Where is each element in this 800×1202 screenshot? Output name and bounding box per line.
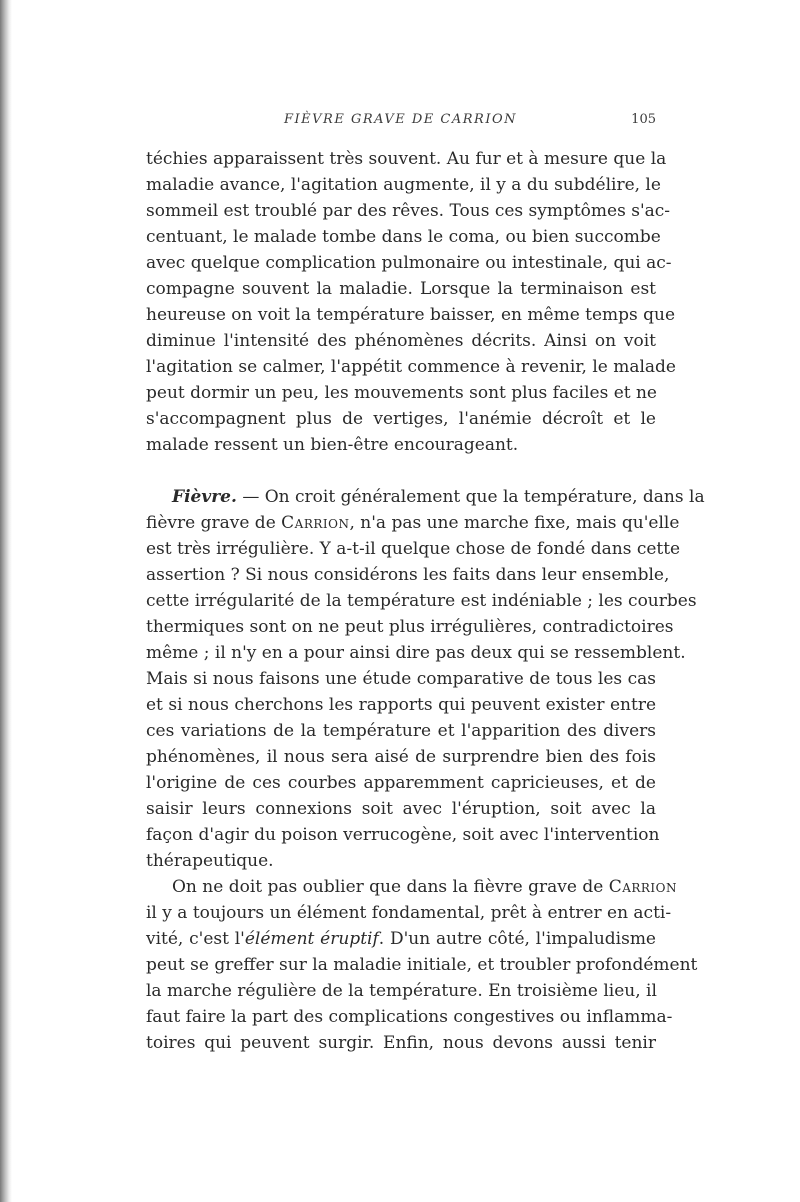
text-line: assertion ? Si nous considérons les faits dans leur ensemble, bbox=[146, 565, 670, 585]
text-line bbox=[146, 874, 678, 900]
text-line: façon d'agir du poison verrucogène, soit avec l'intervention bbox=[146, 825, 660, 845]
text-line: saisir leurs connexions soit avec l'éruption, soit avec la bbox=[146, 799, 656, 819]
page-number: 105 bbox=[631, 112, 656, 127]
text-line: l'origine de ces courbes apparemment capricieuses, et de bbox=[146, 773, 656, 793]
text-line: thérapeutique. bbox=[146, 851, 274, 871]
book-page bbox=[146, 112, 705, 1056]
text-line: cette irrégularité de la température est indéniable ; les courbes bbox=[146, 591, 697, 611]
text-line: heureuse on voit la température baisser, en même temps que bbox=[146, 305, 676, 325]
text-line: peut dormir un peu, les mouvements sont plus faciles et ne bbox=[146, 383, 657, 403]
text-line: toires qui peuvent surgir. Enfin, nous devons aussi tenir bbox=[146, 1033, 656, 1053]
text-line: sommeil est troublé par des rêves. Tous ces symptômes s'ac- bbox=[146, 201, 671, 221]
text-line: téchies apparaissent très souvent. Au fur et à mesure que la bbox=[146, 149, 667, 169]
text-line: thermiques sont on ne peut plus irrégulières, contradictoires bbox=[146, 617, 674, 637]
text-line: Mais si nous faisons une étude comparative de tous les cas bbox=[146, 669, 656, 689]
scan-shadow-edge bbox=[0, 0, 12, 1202]
paragraph-fever bbox=[146, 484, 705, 874]
running-title: FIÈVRE GRAVE DE CARRION bbox=[284, 112, 517, 127]
text-line: même ; il n'y en a pour ainsi dire pas deux qui se ressemblent. bbox=[146, 643, 686, 663]
text-line: avec quelque complication pulmonaire ou intestinale, qui ac- bbox=[146, 253, 672, 273]
text-line: ces variations de la température et l'apparition des divers bbox=[146, 721, 656, 741]
text-line: compagne souvent la maladie. Lorsque la terminaison est bbox=[146, 279, 656, 299]
paragraph-symptoms bbox=[146, 146, 676, 458]
text-line: malade ressent un bien-être encourageant. bbox=[146, 435, 519, 455]
text-line: et si nous cherchons les rapports qui peuvent exister entre bbox=[146, 695, 656, 715]
text-segment: — On croit généralement que la température, dans la bbox=[236, 487, 705, 507]
text-line: la marche régulière de la température. En troisième lieu, il bbox=[146, 981, 657, 1001]
section-heading-fever: Fièvre. bbox=[172, 487, 237, 507]
emphasis-eruptive-element: élément éruptif bbox=[244, 929, 379, 949]
text-line: est très irrégulière. Y a-t-il quelque chose de fondé dans cette bbox=[146, 539, 681, 559]
text-segment: vité, c'est l' bbox=[146, 929, 245, 949]
text-line bbox=[146, 484, 705, 510]
author-name-carrion: Carrion bbox=[281, 513, 350, 533]
text-segment: , n'a pas une marche fixe, mais qu'elle bbox=[349, 513, 680, 533]
text-segment: fièvre grave de bbox=[146, 513, 282, 533]
text-line bbox=[146, 510, 680, 536]
text-line: faut faire la part des complications congestives ou inflamma- bbox=[146, 1007, 673, 1027]
page-header bbox=[146, 112, 656, 134]
text-line bbox=[146, 926, 656, 952]
text-line: centuant, le malade tombe dans le coma, ou bien succombe bbox=[146, 227, 661, 247]
text-line: l'agitation se calmer, l'appétit commence à revenir, le malade bbox=[146, 357, 676, 377]
text-line: il y a toujours un élément fondamental, prêt à entrer en acti- bbox=[146, 903, 672, 923]
text-line: peut se greffer sur la maladie initiale, et troubler profondément bbox=[146, 955, 698, 975]
text-segment: . D'un autre côté, l'impaludisme bbox=[378, 929, 656, 949]
text-line: diminue l'intensité des phénomènes décrits. Ainsi on voit bbox=[146, 331, 656, 351]
text-line: s'accompagnent plus de vertiges, l'anémie décroît et le bbox=[146, 409, 656, 429]
text-line: maladie avance, l'agitation augmente, il y a du subdélire, le bbox=[146, 175, 661, 195]
paragraph-eruptive-element bbox=[146, 874, 698, 1056]
text-segment: On ne doit pas oublier que dans la fièvre grave de bbox=[172, 877, 609, 897]
text-line: phénomènes, il nous sera aisé de surprendre bien des fois bbox=[146, 747, 656, 767]
author-name-carrion: Carrion bbox=[608, 877, 678, 897]
